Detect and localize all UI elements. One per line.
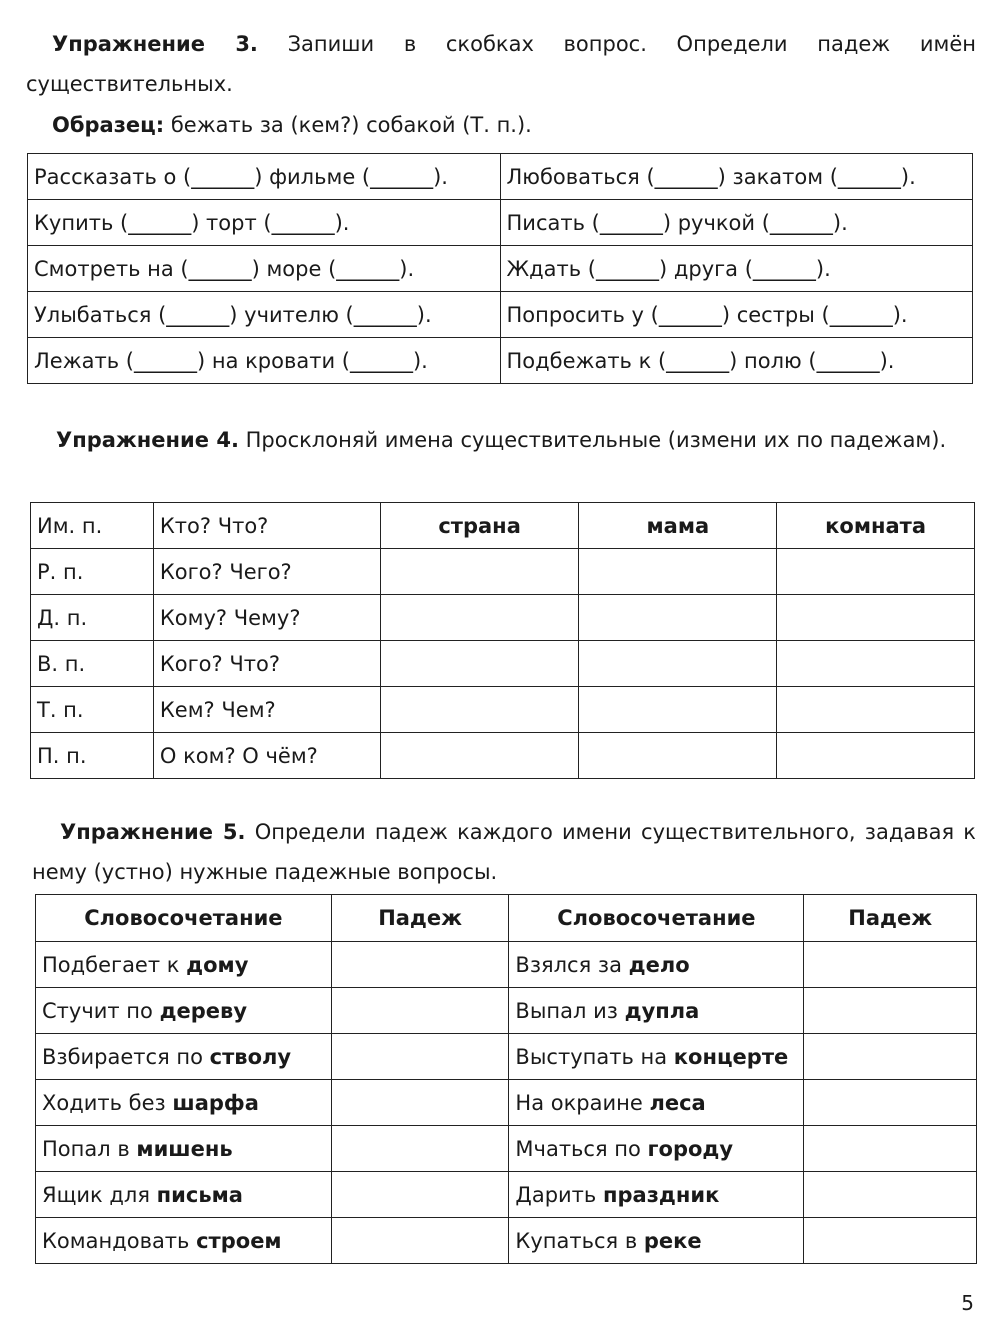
ex3-table — [27, 153, 973, 384]
phrase-start: Выступать на — [515, 1044, 668, 1069]
table-row — [31, 549, 975, 595]
ex5-case-answer-cell — [804, 1080, 977, 1126]
ex5-phrase-cell — [509, 1126, 804, 1172]
table-row — [28, 292, 973, 338]
ex5-case-answer-cell — [804, 1172, 977, 1218]
ex3-cell: Лежать (______) на кровати (______). — [28, 338, 501, 384]
table-row — [36, 1218, 977, 1264]
phrase-noun: праздник — [602, 1182, 720, 1207]
phrase-noun: концерте — [673, 1044, 789, 1069]
ex4-title: Упражнение 4. — [56, 428, 239, 452]
ex5-phrase-cell — [509, 1218, 804, 1264]
ex3-title: Упражнение 3. — [52, 32, 258, 56]
ex4-case-cell: В. п. — [31, 641, 154, 687]
ex4-empty-cell — [380, 733, 579, 779]
table-row — [36, 988, 977, 1034]
ex5-case-answer-cell — [804, 1218, 977, 1264]
ex4-case-cell: Р. п. — [31, 549, 154, 595]
phrase-noun: стволу — [209, 1044, 292, 1069]
ex5-header-row — [36, 895, 977, 942]
ex5-case-answer-cell — [804, 988, 977, 1034]
phrase-start: Попал в — [42, 1136, 130, 1161]
phrase-start: Ящик для — [42, 1182, 150, 1207]
ex5-instruction-paragraph — [32, 812, 976, 892]
ex3-sample — [52, 105, 532, 145]
ex5-phrase-cell — [509, 1080, 804, 1126]
phrase-start: Купаться в — [515, 1228, 638, 1253]
phrase-start: Дарить — [515, 1182, 597, 1207]
table-row — [28, 246, 973, 292]
phrase-start: Взялся за — [515, 952, 622, 977]
ex5-case-answer-cell — [804, 1034, 977, 1080]
table-row — [31, 641, 975, 687]
phrase-noun: письма — [156, 1182, 243, 1207]
ex3-cell: Попросить у (______) сестры (______). — [500, 292, 973, 338]
ex5-case-answer-cell — [804, 1126, 977, 1172]
ex4-noun-header: страна — [380, 503, 579, 549]
ex4-empty-cell — [380, 549, 579, 595]
ex5-phrase-cell — [36, 1218, 332, 1264]
table-row — [36, 1172, 977, 1218]
ex5-table — [35, 894, 977, 1264]
ex4-question-cell: Кого? Что? — [153, 641, 380, 687]
phrase-noun: леса — [649, 1090, 706, 1115]
table-row — [36, 1034, 977, 1080]
ex5-phrase-cell — [36, 1034, 332, 1080]
phrase-noun: мишень — [136, 1136, 233, 1161]
phrase-start: Стучит по — [42, 998, 153, 1023]
ex3-cell: Любоваться (______) закатом (______). — [500, 154, 973, 200]
ex3-cell: Подбежать к (______) полю (______). — [500, 338, 973, 384]
ex5-phrase-cell — [36, 1080, 332, 1126]
phrase-start: Подбегает к — [42, 952, 180, 977]
page-number: 5 — [961, 1291, 974, 1315]
ex4-question-cell: Кого? Чего? — [153, 549, 380, 595]
table-row — [28, 200, 973, 246]
phrase-start: Мчаться по — [515, 1136, 641, 1161]
ex5-case-answer-cell — [331, 942, 509, 988]
phrase-noun: реке — [643, 1228, 702, 1253]
phrase-noun: дереву — [159, 998, 248, 1023]
ex4-question-cell: О ком? О чём? — [153, 733, 380, 779]
ex3-cell: Писать (______) ручкой (______). — [500, 200, 973, 246]
phrase-noun: городу — [647, 1136, 734, 1161]
ex5-header: Падеж — [804, 895, 977, 942]
ex4-empty-cell — [777, 641, 975, 687]
ex3-cell: Ждать (______) друга (______). — [500, 246, 973, 292]
phrase-start: Ходить без — [42, 1090, 166, 1115]
ex5-phrase-cell — [509, 942, 804, 988]
ex4-noun-header: мама — [579, 503, 777, 549]
ex4-empty-cell — [579, 549, 777, 595]
ex5-case-answer-cell — [331, 1218, 509, 1264]
phrase-noun: дело — [628, 952, 690, 977]
phrase-noun: шарфа — [172, 1090, 259, 1115]
ex4-empty-cell — [579, 733, 777, 779]
ex3-instruction: Запиши в скобках вопрос. Определи падеж имён существительных. — [26, 32, 977, 96]
ex4-instruction-paragraph — [28, 420, 974, 460]
ex4-noun-header: комната — [777, 503, 975, 549]
ex5-header: Словосочетание — [36, 895, 332, 942]
phrase-noun: строем — [196, 1228, 282, 1253]
phrase-start: Командовать — [42, 1228, 190, 1253]
ex3-cell: Купить (______) торт (______). — [28, 200, 501, 246]
ex3-sample-label: Образец: — [52, 113, 165, 137]
table-row — [31, 503, 975, 549]
table-row — [31, 733, 975, 779]
ex5-case-answer-cell — [331, 1172, 509, 1218]
phrase-start: Выпал из — [515, 998, 618, 1023]
ex4-table — [30, 502, 975, 779]
ex5-phrase-cell — [509, 1172, 804, 1218]
ex4-empty-cell — [777, 595, 975, 641]
ex5-title: Упражнение 5. — [60, 820, 246, 844]
ex4-question-cell: Кому? Чему? — [153, 595, 380, 641]
ex4-empty-cell — [777, 733, 975, 779]
ex5-phrase-cell — [36, 1126, 332, 1172]
ex3-cell: Рассказать о (______) фильме (______). — [28, 154, 501, 200]
phrase-noun: дупла — [624, 998, 700, 1023]
ex5-instruction: Определи падеж каждого имени существительного, задавая к нему (устно) нужные падежные вопросы. — [32, 820, 976, 884]
table-row — [31, 595, 975, 641]
table-row — [28, 338, 973, 384]
ex5-header: Падеж — [331, 895, 509, 942]
ex4-empty-cell — [380, 641, 579, 687]
ex5-phrase-cell — [509, 1034, 804, 1080]
table-row — [28, 154, 973, 200]
phrase-noun: дому — [186, 952, 249, 977]
ex4-question-cell: Кто? Что? — [153, 503, 380, 549]
ex4-question-cell: Кем? Чем? — [153, 687, 380, 733]
table-row — [36, 942, 977, 988]
table-row — [36, 1080, 977, 1126]
ex5-case-answer-cell — [804, 942, 977, 988]
phrase-start: Взбирается по — [42, 1044, 203, 1069]
ex4-case-cell: Д. п. — [31, 595, 154, 641]
ex5-phrase-cell — [509, 988, 804, 1034]
ex5-phrase-cell — [36, 942, 332, 988]
ex4-empty-cell — [579, 641, 777, 687]
ex3-instruction-paragraph — [26, 24, 976, 104]
ex4-empty-cell — [579, 687, 777, 733]
ex5-case-answer-cell — [331, 1034, 509, 1080]
ex4-empty-cell — [777, 549, 975, 595]
ex5-case-answer-cell — [331, 1126, 509, 1172]
ex5-header: Словосочетание — [509, 895, 804, 942]
ex3-cell: Смотреть на (______) море (______). — [28, 246, 501, 292]
ex4-case-cell: Им. п. — [31, 503, 154, 549]
ex5-phrase-cell — [36, 1172, 332, 1218]
ex4-empty-cell — [579, 595, 777, 641]
ex5-case-answer-cell — [331, 988, 509, 1034]
ex4-case-cell: П. п. — [31, 733, 154, 779]
ex3-sample-text: бежать за (кем?) собакой (Т. п.). — [170, 113, 532, 137]
ex5-case-answer-cell — [331, 1080, 509, 1126]
table-row — [31, 687, 975, 733]
ex4-empty-cell — [777, 687, 975, 733]
ex4-case-cell: Т. п. — [31, 687, 154, 733]
ex4-empty-cell — [380, 595, 579, 641]
table-row — [36, 1126, 977, 1172]
ex5-phrase-cell — [36, 988, 332, 1034]
phrase-start: На окраине — [515, 1090, 643, 1115]
ex3-cell: Улыбаться (______) учителю (______). — [28, 292, 501, 338]
ex4-empty-cell — [380, 687, 579, 733]
ex4-instruction: Просклоняй имена существительные (измени их по падежам). — [245, 428, 947, 452]
